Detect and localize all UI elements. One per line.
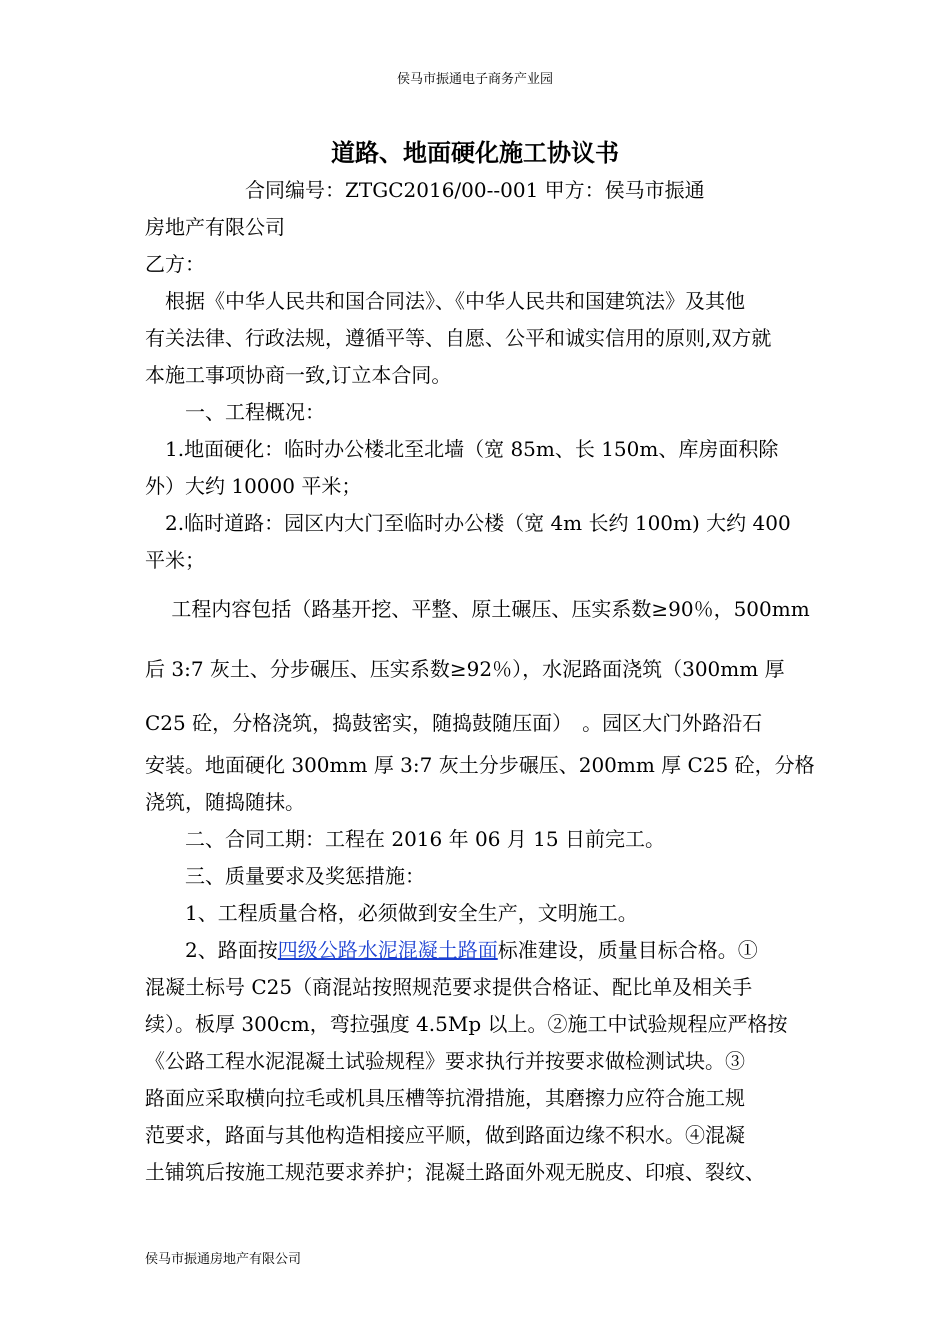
contract-number-line: 合同编号：ZTGC2016/00--001 甲方：侯马市振通: [145, 178, 705, 202]
quality-detail-line: 《公路工程水泥混凝土试验规程》要求执行并按要求做检测试块。③: [145, 1049, 745, 1073]
scope-line: 安装。地面硬化 300mm 厚 3:7 灰土分步碾压、200mm 厚 C25 砼，分格: [145, 753, 815, 777]
scope-line: C25 砼，分格浇筑，捣鼓密实，随捣鼓随压面） 。园区大门外路沿石: [145, 711, 763, 735]
scope-line: 浇筑，随捣随抹。: [145, 790, 305, 814]
party-b-line: 乙方：: [145, 252, 205, 276]
item-ground-hardening: 外）大约 10000 平米；: [145, 474, 362, 498]
item-temporary-road: 2.临时道路：园区内大门至临时办公楼（宽 4m 长约 100m) 大约 400: [145, 511, 791, 535]
quality-detail-line: 续）。板厚 300cm，弯拉强度 4.5Mp 以上。②施工中试验规程应严格按: [145, 1012, 788, 1036]
quality-detail-line: 路面应采取横向拉毛或机具压槽等抗滑措施，其磨擦力应符合施工规: [145, 1086, 745, 1110]
item-ground-hardening: 1.地面硬化：临时办公楼北至北墙（宽 85m、长 150m、库房面积除: [145, 437, 779, 461]
preamble-line: 有关法律、行政法规，遵循平等、自愿、公平和诚实信用的原则,双方就: [145, 326, 772, 350]
page-header: 侯马市振通电子商务产业园: [396, 72, 553, 87]
preamble-line: 根据《中华人民共和国合同法》、《中华人民共和国建筑法》及其他: [145, 289, 745, 313]
quality-item-2-suffix: 标准建设，质量目标合格。①: [497, 938, 758, 962]
preamble-line: 本施工事项协商一致,订立本合同。: [145, 363, 452, 387]
quality-detail-line: 混凝土标号 C25（商混站按照规范要求提供合格证、配比单及相关手: [145, 975, 753, 999]
section-heading-schedule: 二、合同工期：工程在 2016 年 06 月 15 日前完工。: [145, 827, 665, 851]
quality-detail-line: 范要求，路面与其他构造相接应平顺，做到路面边缘不积水。④混凝: [145, 1123, 745, 1147]
scope-line: 后 3:7 灰土、分步碾压、压实系数≥92％），水泥路面浇筑（300mm 厚: [145, 657, 785, 681]
standard-link[interactable]: 四级公路水泥混凝土路面: [277, 938, 498, 962]
page-footer: 侯马市振通房地产有限公司: [145, 1252, 302, 1267]
quality-item-2: [145, 932, 810, 969]
contract-body: [145, 172, 815, 1191]
party-a-line: 房地产有限公司: [145, 215, 285, 239]
section-heading-overview: 一、工程概况：: [145, 400, 325, 424]
item-temporary-road: 平米；: [145, 548, 205, 572]
document-title: 道路、地面硬化施工协议书: [331, 139, 619, 167]
section-heading-quality: 三、质量要求及奖惩措施：: [145, 864, 425, 888]
quality-detail-line: 土铺筑后按施工规范要求养护；混凝土路面外观无脱皮、印痕、裂纹、: [145, 1160, 765, 1184]
quality-item-2-prefix: 2、路面按: [145, 938, 278, 962]
scope-line: 工程内容包括（路基开挖、平整、原土碾压、压实系数≥90％，500mm: [145, 597, 810, 621]
quality-item-1: 1、工程质量合格，必须做到安全生产，文明施工。: [145, 901, 638, 925]
